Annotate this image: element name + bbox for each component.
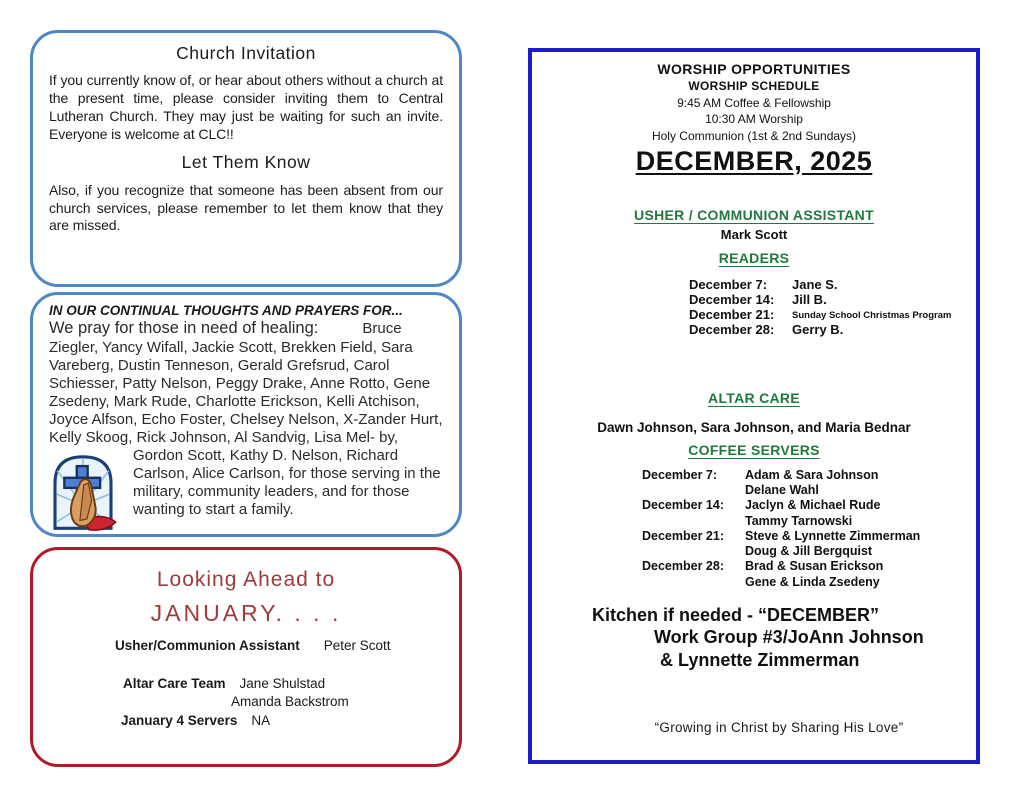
- january-title-line2: JANUARY. . . .: [150, 600, 342, 626]
- month-title: DECEMBER, 2025: [635, 145, 873, 176]
- coffee-servers-heading: COFFEE SERVERS: [688, 441, 820, 458]
- coffee-row-dec7: [542, 468, 966, 499]
- invitation-paragraph-1: If you currently know of, or hear about others without a church at the present time, please consider inviting them to Central Lutheran Church. They may just be waiting for such an invite. Everyone is welcome at CLC!!: [49, 72, 443, 142]
- coffee-name-line: Gene & Linda Zsedeny: [745, 574, 880, 589]
- invitation-title: Church Invitation: [176, 43, 316, 63]
- coffee-names: [745, 498, 880, 529]
- reader-date: December 21:: [689, 307, 775, 323]
- january-servers-value: NA: [251, 712, 271, 728]
- coffee-name-line: Steve & Lynnette Zimmerman: [745, 528, 921, 543]
- january-usher-value: Peter Scott: [323, 638, 391, 653]
- reader-date: December 14:: [689, 291, 775, 307]
- january-usher-label: Usher/Communion Assistant: [115, 638, 300, 653]
- usher-name: Mark Scott: [720, 226, 788, 242]
- praying-hands-stained-glass-icon: [43, 449, 123, 533]
- coffee-name-line: Doug & Jill Bergquist: [745, 544, 873, 559]
- schedule-line-coffee: 9:45 AM Coffee & Fellowship: [677, 95, 831, 110]
- coffee-name-line: Tammy Tarnowski: [745, 513, 853, 528]
- coffee-servers-list: [542, 468, 966, 590]
- kitchen-note: [542, 604, 966, 672]
- reader-date: December 7:: [689, 276, 768, 292]
- coffee-date: December 7:: [642, 467, 718, 482]
- january-row-altar-care-2: [51, 693, 441, 711]
- worship-schedule-heading: WORSHIP SCHEDULE: [688, 79, 820, 93]
- looking-ahead-january-box: [30, 547, 462, 767]
- prayers-box: [30, 292, 462, 537]
- altar-care-heading: ALTAR CARE: [708, 389, 800, 406]
- reader-name: Sunday School Christmas Program: [792, 310, 952, 322]
- coffee-names: [745, 559, 883, 590]
- coffee-row-dec21: [542, 529, 966, 560]
- invitation-subtitle: Let Them Know: [181, 151, 311, 172]
- kitchen-line-3: & Lynnette Zimmerman: [660, 650, 860, 671]
- reader-date: December 28:: [689, 322, 775, 338]
- coffee-name-line: Jaclyn & Michael Rude: [745, 498, 881, 513]
- prayers-heading: IN OUR CONTINUAL THOUGHTS AND PRAYERS FOR...: [49, 303, 403, 318]
- coffee-date: December 28:: [642, 559, 724, 574]
- reader-name: Jill B.: [792, 291, 827, 307]
- reader-row-dec14: [542, 292, 966, 307]
- usher-communion-heading: USHER / COMMUNION ASSISTANT: [634, 206, 874, 223]
- coffee-date: December 21:: [642, 528, 724, 543]
- january-altar-value1: Jane Shulstad: [239, 676, 326, 692]
- january-title-line1: Looking Ahead to: [156, 568, 336, 591]
- coffee-name-line: Adam & Sara Johnson: [745, 467, 879, 482]
- january-row-usher: [51, 637, 441, 655]
- reader-row-dec28: [542, 322, 966, 337]
- readers-heading: READERS: [718, 249, 790, 266]
- january-row-servers: [51, 712, 441, 730]
- prayer-list: [49, 319, 445, 519]
- coffee-names: [745, 529, 920, 560]
- coffee-name-line: Delane Wahl: [745, 483, 819, 498]
- january-altar-value2: Amanda Backstrom: [231, 694, 349, 710]
- coffee-name-line: Brad & Susan Erickson: [745, 559, 884, 574]
- reader-row-dec21: [542, 307, 966, 322]
- coffee-row-dec28: [542, 559, 966, 590]
- readers-list: [542, 277, 966, 338]
- january-row-altar-care: [51, 675, 441, 693]
- altar-care-names: Dawn Johnson, Sara Johnson, and Maria Bednar: [597, 419, 911, 435]
- coffee-names: [745, 468, 878, 499]
- schedule-line-worship: 10:30 AM Worship: [705, 112, 803, 126]
- kitchen-line-2: Work Group #3/JoAnn Johnson: [654, 627, 924, 648]
- coffee-date: December 14:: [642, 498, 724, 513]
- kitchen-line-1: Kitchen if needed - “DECEMBER”: [592, 604, 880, 625]
- january-servers-label: January 4 Servers: [121, 712, 238, 728]
- schedule-line-communion: Holy Communion (1st & 2nd Sundays): [651, 128, 857, 143]
- prayer-names-part2: by, Gordon Scott, Kathy D. Nelson, Richard Carlson, Alice Carlson, for those serving in the military, community leaders, and for those wanting to start a family.: [133, 428, 441, 518]
- church-invitation-box: [30, 30, 462, 287]
- worship-opportunities-panel: [528, 48, 980, 764]
- reader-name: Gerry B.: [792, 322, 844, 338]
- january-altar-label: Altar Care Team: [123, 676, 226, 692]
- invitation-paragraph-2: Also, if you recognize that someone has been absent from our church services, please remember to let them know that they are missed.: [49, 181, 443, 234]
- coffee-row-dec14: [542, 498, 966, 529]
- prayer-names-part1: Bruce Ziegler, Yancy Wifall, Jackie Scott, Brekken Field, Sara Vareberg, Dustin Tenneson, Gerald Grefsrud, Carol Schiesser, Patty Nelson, Peggy Drake, Anne Rotto, Gene Zsedeny, Mark Rude, Charlotte Erickson, Kelli Atchison, Joyce Alfson, Echo Foster, Chelsey Nelson, X-Zander Hurt, Kelly Skoog, Rick Johnson, Al Sandvig, Lisa Mel-: [49, 320, 443, 446]
- reader-name: Jane S.: [792, 276, 838, 292]
- church-motto: “Growing in Christ by Sharing His Love”: [654, 719, 904, 735]
- reader-row-dec7: [542, 277, 966, 292]
- worship-title: WORSHIP OPPORTUNITIES: [657, 61, 851, 77]
- prayer-lead: We pray for those in need of healing:: [49, 319, 319, 337]
